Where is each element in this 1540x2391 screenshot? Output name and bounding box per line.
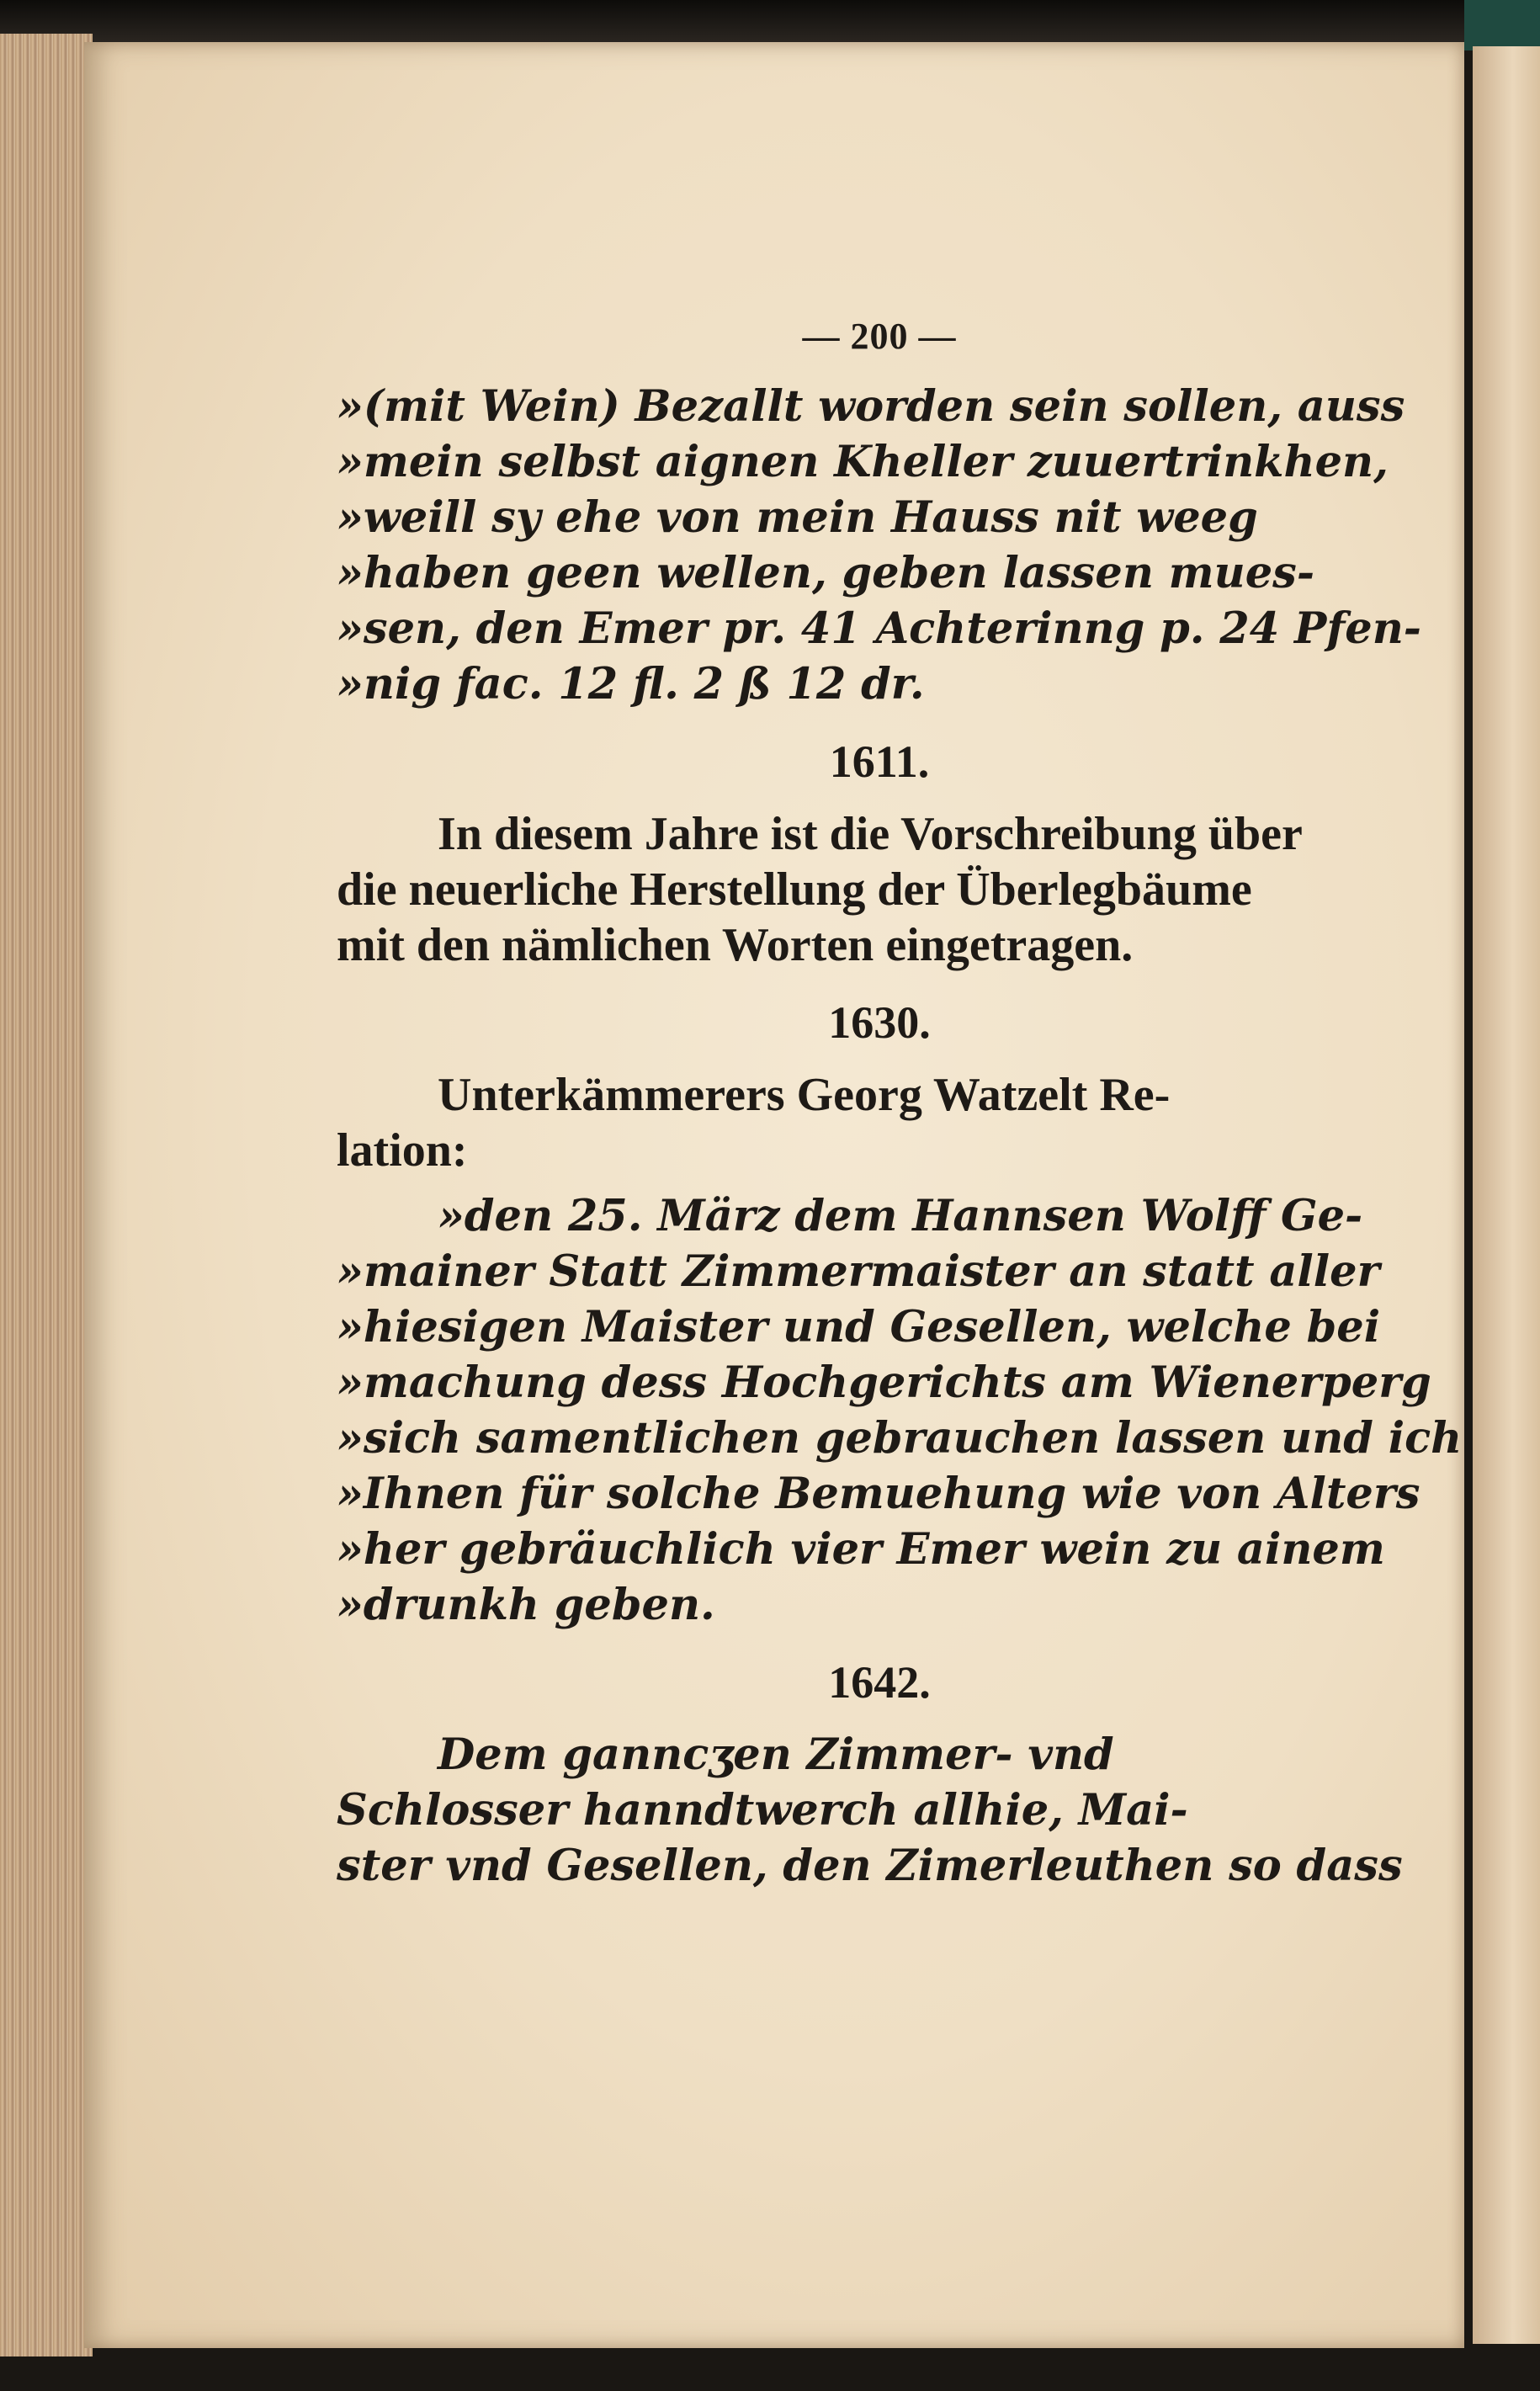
text-line: [337, 1188, 1422, 1244]
text-line-content: »machung dess Hochgerichts am Wienerperg: [337, 1358, 1431, 1408]
text-line: [337, 1522, 1422, 1577]
text-line-content: »sen, den Emer pr. 41 Achterinng p. 24 Pfen-: [337, 603, 1421, 654]
text-line-content: »den 25. März dem Hannsen Wolff Ge-: [438, 1191, 1363, 1241]
text-line: [337, 917, 1422, 973]
text-line-content: »drunkh geben.: [337, 1580, 715, 1630]
text-line-content: »mainer Statt Zimmermaister an statt aller: [337, 1246, 1380, 1297]
text-line-content: »(mit Wein) Bezallt worden sein sollen, auss: [337, 381, 1405, 432]
text-line: [337, 490, 1422, 545]
year-heading-1630: 1630.: [828, 997, 931, 1048]
text-line: [337, 1838, 1422, 1894]
text-line: [337, 379, 1422, 434]
text-line: [337, 1123, 1422, 1178]
text-line: [337, 1466, 1422, 1522]
text-line-content: Schlosser hanndtwerch allhie, Mai-: [337, 1785, 1188, 1836]
text-line-content: mit den nämlichen Worten eingetragen.: [337, 919, 1134, 971]
text-line: [337, 1067, 1422, 1123]
year-heading-1611: 1611.: [829, 736, 930, 787]
text-line: [337, 1244, 1422, 1299]
text-line: [337, 1783, 1422, 1838]
text-line-content: Dem ganncʒen Zimmer- vnd: [438, 1729, 1114, 1780]
text-line-content: »hiesigen Maister und Gesellen, welche bei: [337, 1302, 1381, 1352]
text-line: [337, 1727, 1422, 1783]
text-line: [337, 1411, 1463, 1466]
text-line: [337, 434, 1422, 490]
text-line-content: »mein selbst aignen Kheller zuuertrinkhen,: [337, 437, 1389, 487]
text-line: [337, 1299, 1422, 1355]
text-line-content: »weill sy ehe von mein Hauss nit weeg: [337, 492, 1258, 543]
text-line-content: »haben geen wellen, geben lassen mues-: [337, 548, 1315, 598]
page-number-header: — 200 —: [802, 316, 957, 357]
page-text: [337, 311, 1463, 1894]
page-edges-left: [0, 34, 93, 2356]
text-line: [337, 601, 1422, 656]
text-line-content: Unterkämmerers Georg Watzelt Re-: [438, 1069, 1171, 1121]
text-line-content: »nig fac. 12 fl. 2 ß 12 dr.: [337, 659, 925, 709]
year-heading-1642: 1642.: [828, 1657, 931, 1708]
spacer: [337, 1178, 1422, 1188]
book-cover-corner: [1464, 0, 1540, 50]
text-line-content: die neuerliche Herstellung der Überlegbäume: [337, 863, 1252, 916]
text-line: [337, 656, 1422, 712]
text-line: [337, 806, 1422, 862]
text-line-content: In diesem Jahre ist die Vorschreibung über: [438, 808, 1303, 860]
book-page: [84, 42, 1464, 2348]
text-line-content: lation:: [337, 1124, 468, 1177]
text-line: [337, 862, 1422, 917]
text-line-content: »Ihnen für solche Bemuehung wie von Alters: [337, 1469, 1421, 1519]
text-line-content: »her gebräuchlich vier Emer wein zu ainem: [337, 1524, 1385, 1575]
scan-background-top: [0, 0, 1540, 42]
facing-page-edge: [1473, 46, 1540, 2344]
text-line-content: ster vnd Gesellen, den Zimerleuthen so dass: [337, 1841, 1403, 1891]
text-line-content: »sich samentlichen gebrauchen lassen und ich: [337, 1413, 1463, 1464]
text-line: [337, 545, 1422, 601]
text-line: [337, 1355, 1431, 1411]
text-line: [337, 1577, 1422, 1633]
